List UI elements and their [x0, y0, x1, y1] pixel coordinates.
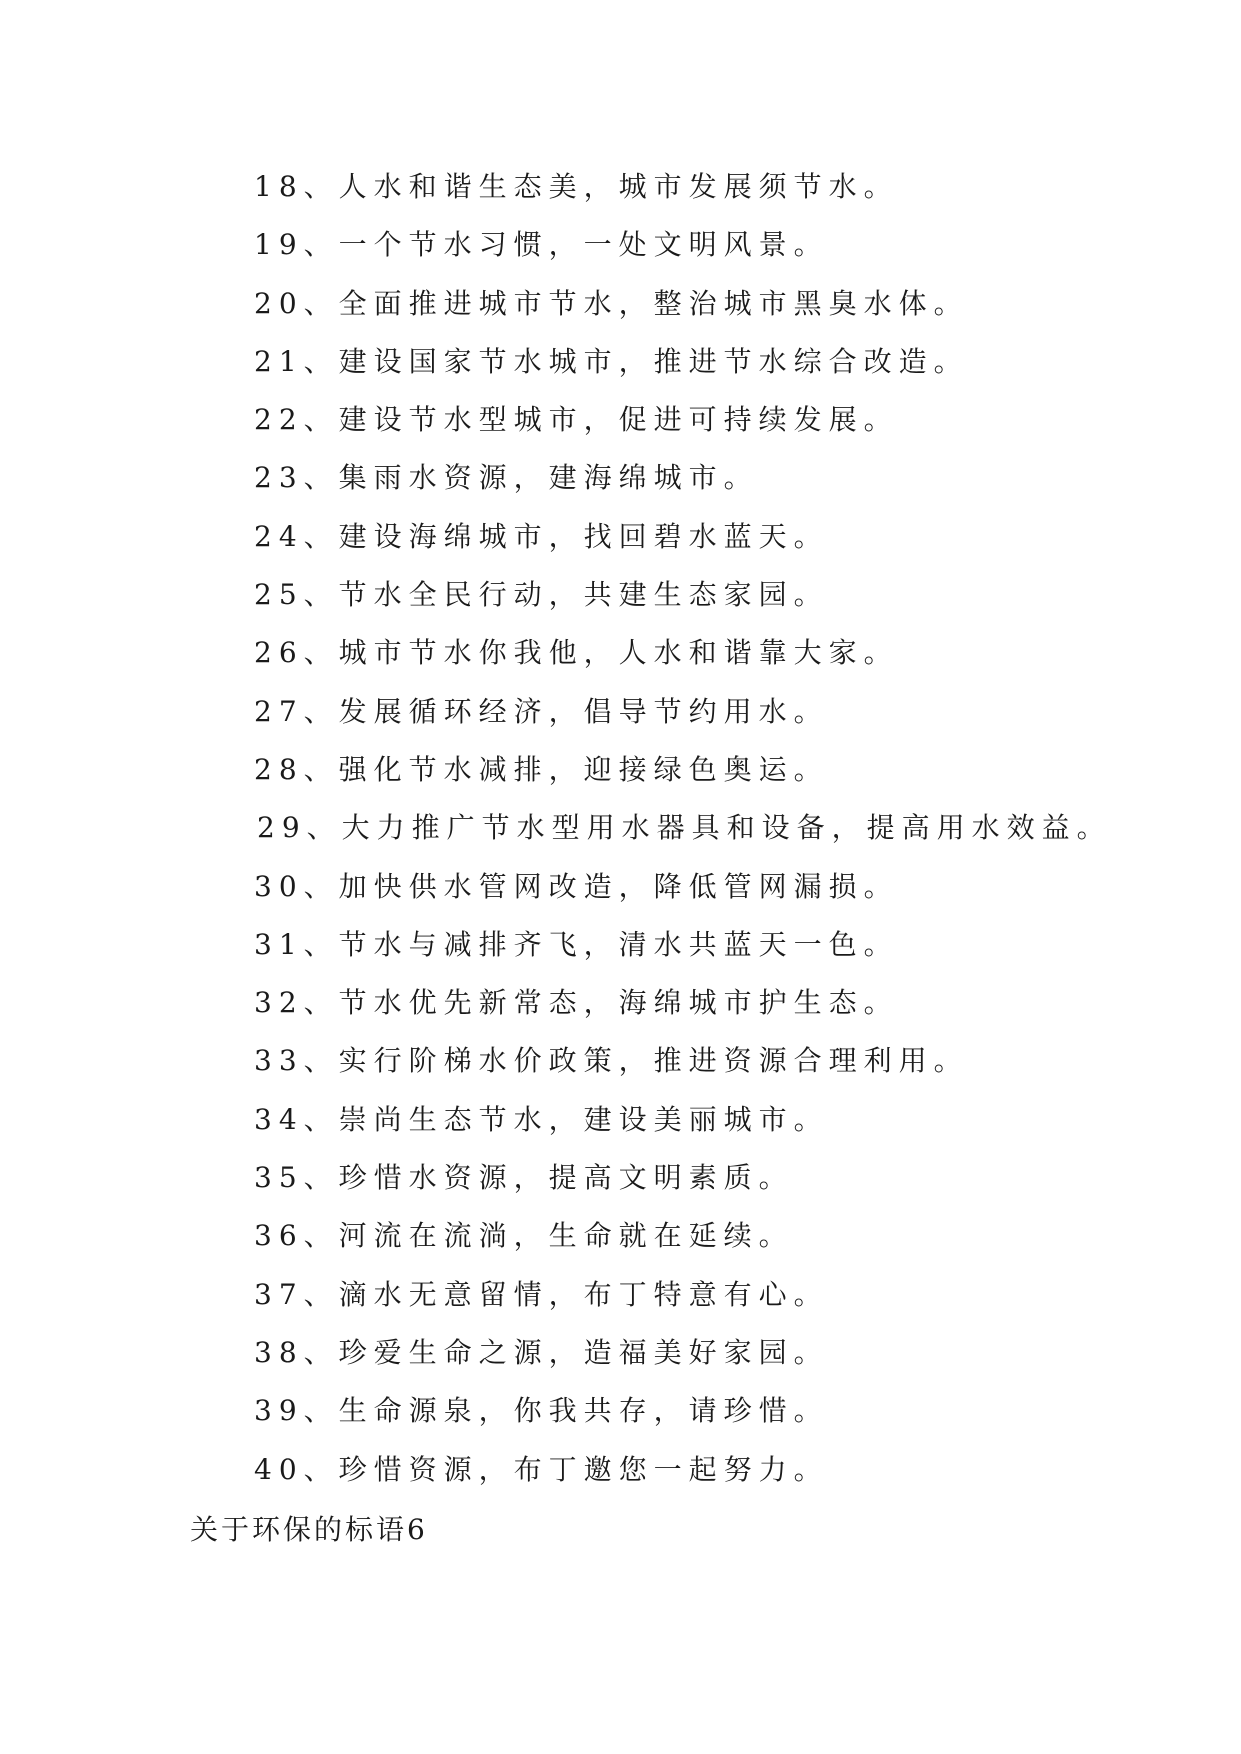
slogan-item: 33、实行阶梯水价政策，推进资源合理利用。 [254, 1044, 969, 1078]
slogan-item: 38、珍爱生命之源，造福美好家园。 [254, 1335, 829, 1369]
slogan-item: 34、崇尚生态节水，建设美丽城市。 [254, 1102, 829, 1136]
slogan-item: 23、集雨水资源，建海绵城市。 [254, 461, 759, 495]
slogan-item: 29、大力推广节水型用水器具和设备，提高用水效益。 [257, 811, 1112, 845]
slogan-item: 26、城市节水你我他，人水和谐靠大家。 [254, 636, 899, 670]
slogan-item: 30、加快供水管网改造，降低管网漏损。 [254, 869, 899, 903]
slogan-item: 27、发展循环经济，倡导节约用水。 [254, 694, 829, 728]
section-heading: 关于环保的标语6 [190, 1513, 428, 1546]
slogan-list [254, 158, 1112, 1499]
slogan-item: 31、节水与减排齐飞，清水共蓝天一色。 [254, 927, 899, 961]
slogan-item: 39、生命源泉，你我共存，请珍惜。 [254, 1394, 829, 1428]
slogan-item: 25、节水全民行动，共建生态家园。 [254, 578, 829, 612]
slogan-item: 40、珍惜资源，布丁邀您一起努力。 [254, 1452, 829, 1486]
slogan-item: 32、节水优先新常态，海绵城市护生态。 [254, 986, 899, 1020]
slogan-item: 28、强化节水减排，迎接绿色奥运。 [254, 752, 829, 786]
slogan-item: 21、建设国家节水城市，推进节水综合改造。 [254, 344, 969, 378]
slogan-item: 19、一个节水习惯，一处文明风景。 [254, 228, 829, 262]
slogan-item: 24、建设海绵城市，找回碧水蓝天。 [254, 519, 829, 553]
slogan-item: 20、全面推进城市节水，整治城市黑臭水体。 [254, 286, 969, 320]
slogan-item: 37、滴水无意留情，布丁特意有心。 [254, 1277, 829, 1311]
slogan-item: 35、珍惜水资源，提高文明素质。 [254, 1161, 794, 1195]
slogan-item: 36、河流在流淌，生命就在延续。 [254, 1219, 794, 1253]
slogan-item: 22、建设节水型城市，促进可持续发展。 [254, 403, 899, 437]
slogan-item: 18、人水和谐生态美，城市发展须节水。 [254, 170, 899, 203]
